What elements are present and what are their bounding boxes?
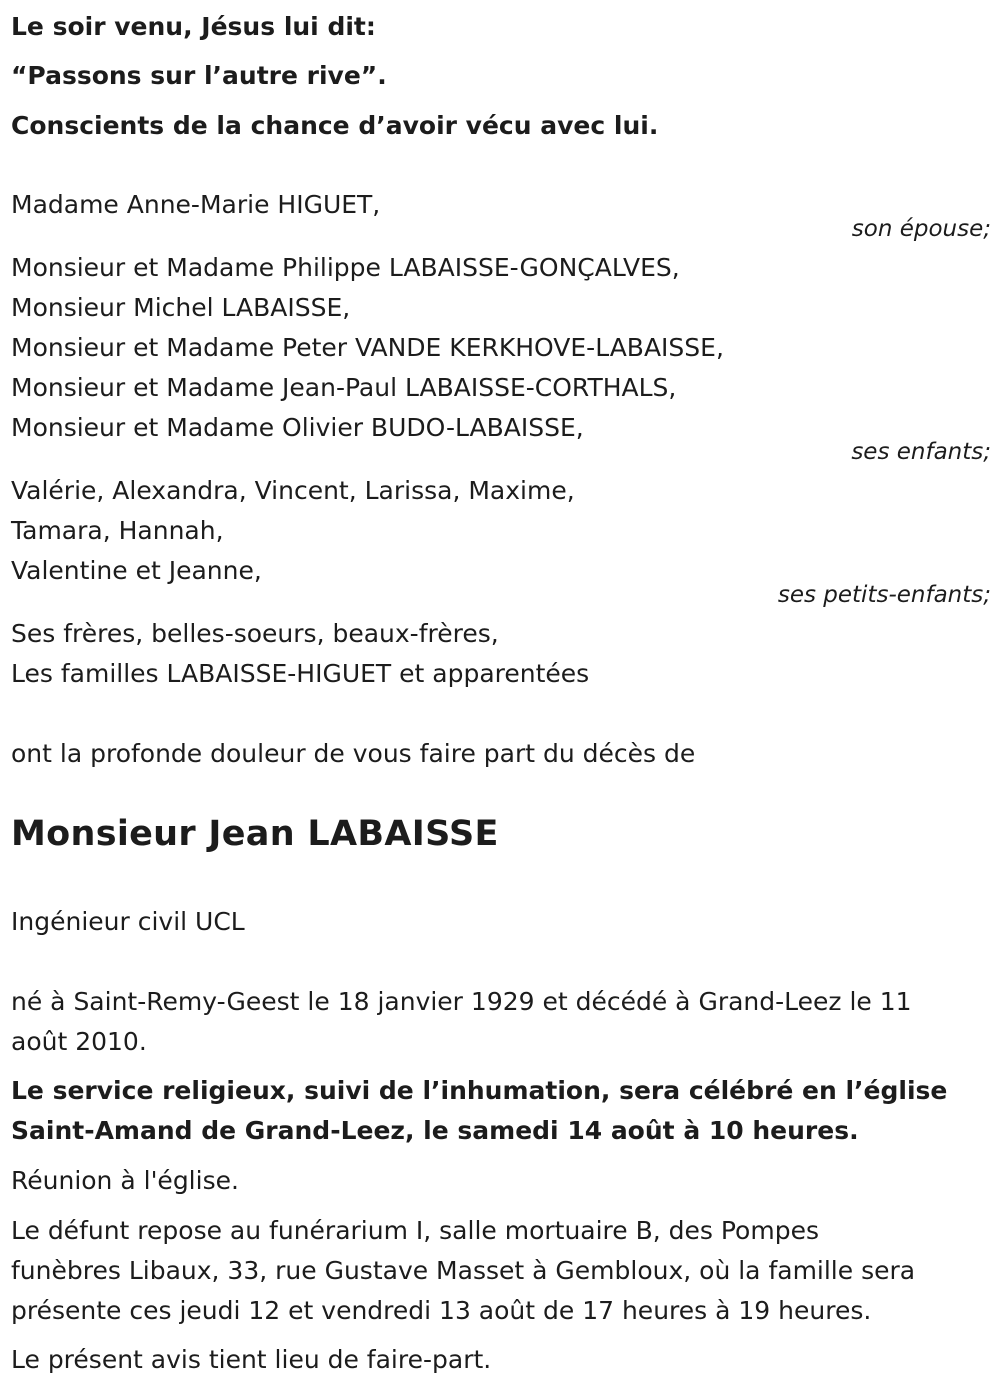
child-line-2: Monsieur Michel LABAISSE, [11,293,351,322]
viewing-line-2: funèbres Libaux, 33, rue Gustave Masset à Gembloux, où la famille sera [11,1256,916,1285]
grandchildren-role: ses petits-enfants; [777,582,991,608]
family-line-1: Ses frères, belles-soeurs, beaux-frères, [11,619,499,648]
dates-line-1: né à Saint-Remy-Geest le 18 janvier 1929 et décédé à Grand-Leez le 11 [11,987,912,1016]
announcement-text: ont la profonde douleur de vous faire part du décès de [11,739,696,768]
viewing-line-1: Le défunt repose au funérarium I, salle mortuaire B, des Pompes [11,1216,819,1245]
intro-line-3: Conscients de la chance d’avoir vécu avec lui. [11,111,659,140]
child-line-4: Monsieur et Madame Jean-Paul LABAISSE-CORTHALS, [11,373,677,402]
spouse-role: son épouse; [851,216,991,242]
child-line-3: Monsieur et Madame Peter VANDE KERKHOVE-LABAISSE, [11,333,724,362]
intro-line-1: Le soir venu, Jésus lui dit: [11,12,376,41]
family-line-2: Les familles LABAISSE-HIGUET et apparentées [11,659,590,688]
meeting-text: Réunion à l'église. [11,1166,239,1195]
grandchild-line-3: Valentine et Jeanne, [11,556,262,585]
deceased-profession: Ingénieur civil UCL [11,907,245,936]
service-line-1: Le service religieux, suivi de l’inhumation, sera célébré en l’église [11,1076,948,1105]
closing-text: Le présent avis tient lieu de faire-part. [11,1345,492,1374]
dates-line-2: août 2010. [11,1027,147,1056]
deceased-name: Monsieur Jean LABAISSE [11,814,499,854]
viewing-line-3: présente ces jeudi 12 et vendredi 13 août de 17 heures à 19 heures. [11,1296,872,1325]
grandchild-line-2: Tamara, Hannah, [11,516,224,545]
spouse-name: Madame Anne-Marie HIGUET, [11,190,381,219]
service-line-2: Saint-Amand de Grand-Leez, le samedi 14 août à 10 heures. [11,1116,859,1145]
children-role: ses enfants; [851,439,991,465]
intro-line-2: “Passons sur l’autre rive”. [11,61,387,90]
child-line-1: Monsieur et Madame Philippe LABAISSE-GONÇALVES, [11,253,680,282]
child-line-5: Monsieur et Madame Olivier BUDO-LABAISSE, [11,413,584,442]
grandchild-line-1: Valérie, Alexandra, Vincent, Larissa, Maxime, [11,476,575,505]
